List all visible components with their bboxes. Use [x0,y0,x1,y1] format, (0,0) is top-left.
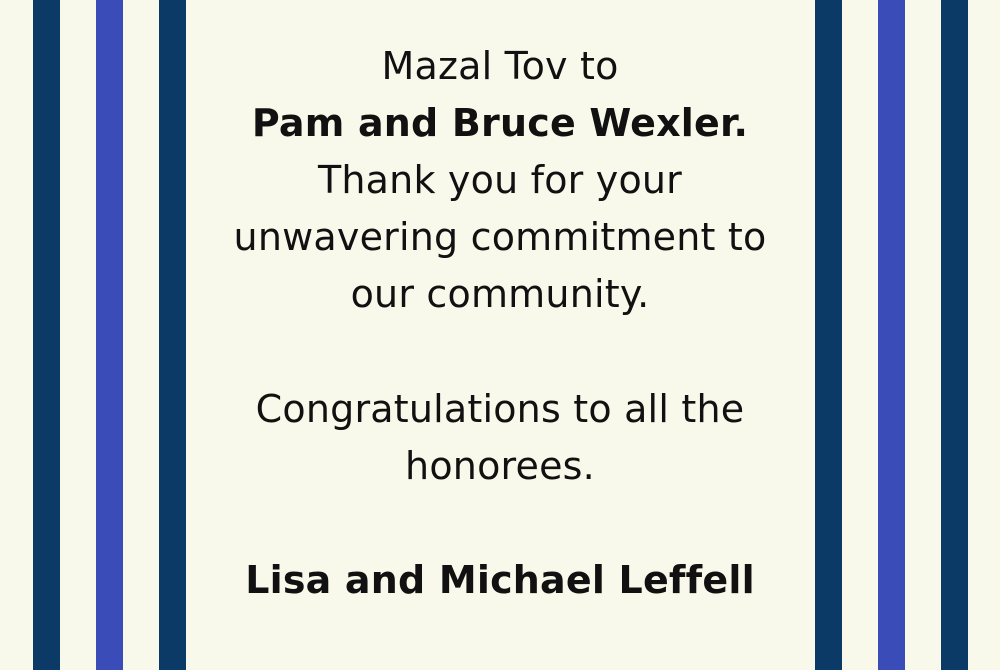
thanks-line: unwavering commitment to [233,215,767,259]
border-stripe-navy [941,0,968,670]
greeting-line: Mazal Tov to [381,44,619,88]
border-stripe-blue [878,0,905,670]
signature [190,552,810,609]
honoree-names: Pam and Bruce Wexler. [251,101,749,145]
signature-names: Lisa and Michael Leffell [245,558,755,602]
tribute-message [190,38,810,323]
congrats-line: honorees. [405,444,595,488]
thanks-line: Thank you for your [317,158,683,202]
congratulations-message [190,381,810,495]
border-stripe-navy [815,0,842,670]
border-stripe-navy [159,0,186,670]
border-stripe-blue [96,0,123,670]
border-stripe-navy [33,0,60,670]
congrats-line: Congratulations to all the [255,387,745,431]
thanks-line: our community. [350,272,650,316]
